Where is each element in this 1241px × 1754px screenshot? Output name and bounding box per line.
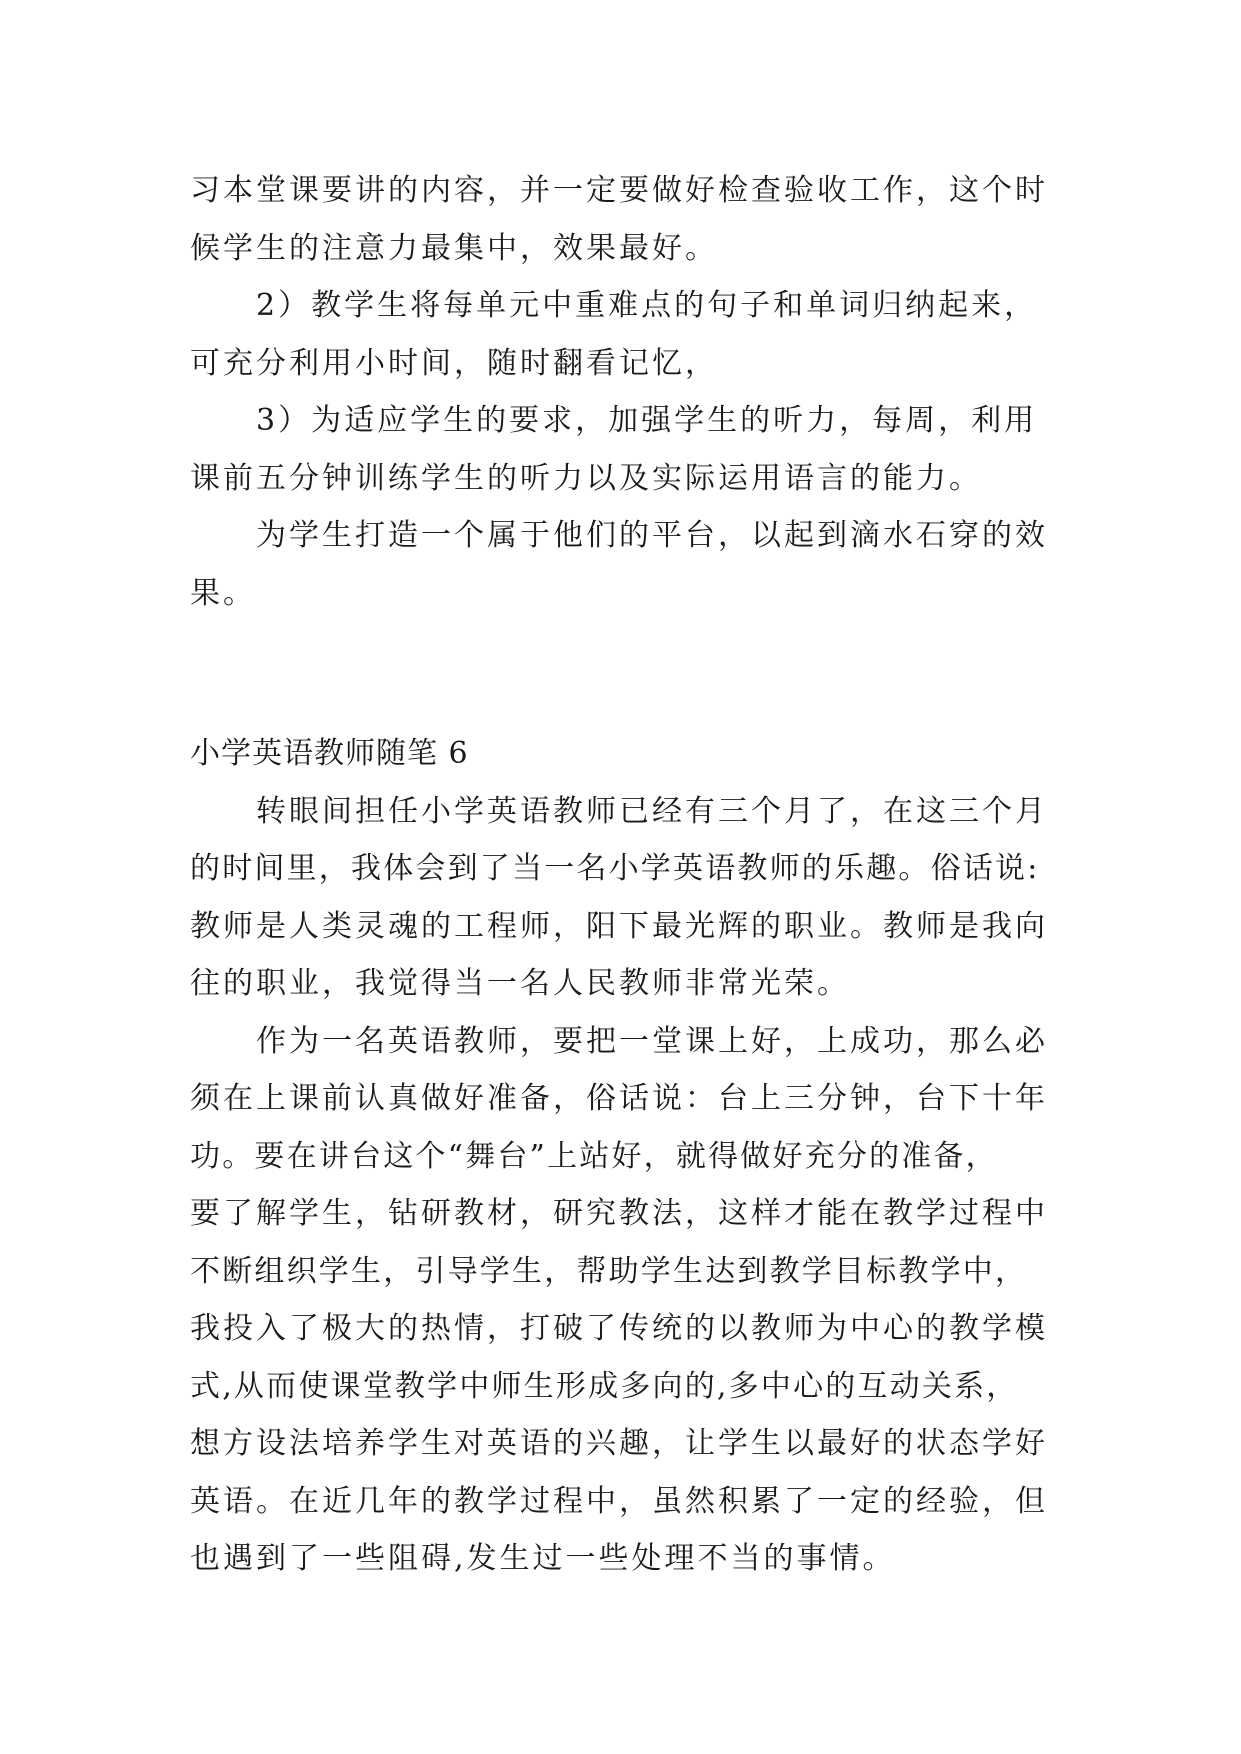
text-line: 作为一名英语教师，要把一堂课上好，上成功，那么必 xyxy=(256,1023,1048,1059)
section-spacer xyxy=(190,622,1070,725)
text-line: 为学生打造一个属于他们的平台，以起到滴水石穿的效 xyxy=(256,518,1048,553)
text-line: 往的职业，我觉得当一名人民教师非常光荣。 xyxy=(190,966,850,1001)
text-line: 的时间里，我体会到了当一名小学英语教师的乐趣。俗话说: xyxy=(190,851,1040,886)
text-line: 英语。在近几年的教学过程中，虽然积累了一定的经验，但 xyxy=(190,1483,1048,1519)
text-line: 课前五分钟训练学生的听力以及实际运用语言的能力。 xyxy=(190,460,982,496)
text-line: 2）教学生将每单元中重难点的句子和单词归纳起来， xyxy=(256,288,1038,323)
text-line: 要了解学生，钻研教材，研究教法，这样才能在教学过程中 xyxy=(190,1196,1048,1231)
text-line: 候学生的注意力最集中，效果最好。 xyxy=(190,230,718,266)
section-one xyxy=(190,162,1070,622)
text-line: 也遇到了一些阻碍,发生过一些处理不当的事情。 xyxy=(190,1541,896,1576)
section-two xyxy=(190,725,1070,1588)
section-heading: 小学英语教师随笔 6 xyxy=(190,736,469,771)
text-line: 教师是人类灵魂的工程师，阳下最光辉的职业。教师是我向 xyxy=(190,908,1048,944)
text-line: 式,从而使课堂教学中师生形成多向的,多中心的互动关系， xyxy=(190,1368,1019,1404)
text-line: 习本堂课要讲的内容，并一定要做好检查验收工作，这个时 xyxy=(190,173,1048,208)
text-line: 转眼间担任小学英语教师已经有三个月了，在这三个月 xyxy=(256,793,1048,829)
text-line: 果。 xyxy=(190,575,256,611)
document-body xyxy=(190,162,1070,1588)
text-line: 想方设法培养学生对英语的兴趣，让学生以最好的状态学好 xyxy=(190,1426,1048,1461)
text-line: 3）为适应学生的要求，加强学生的听力，每周，利用 xyxy=(256,403,1038,438)
text-line: 须在上课前认真做好准备，俗话说：台上三分钟，台下十年 xyxy=(190,1081,1048,1116)
text-line: 不断组织学生，引导学生，帮助学生达到教学目标教学中， xyxy=(190,1253,1028,1289)
text-line: 可充分利用小时间，随时翻看记忆， xyxy=(190,345,718,381)
text-line: 我投入了极大的热情，打破了传统的以教师为中心的教学模 xyxy=(190,1311,1048,1346)
text-line: 功。要在讲台这个“舞台”上站好，就得做好充分的准备， xyxy=(190,1138,998,1174)
